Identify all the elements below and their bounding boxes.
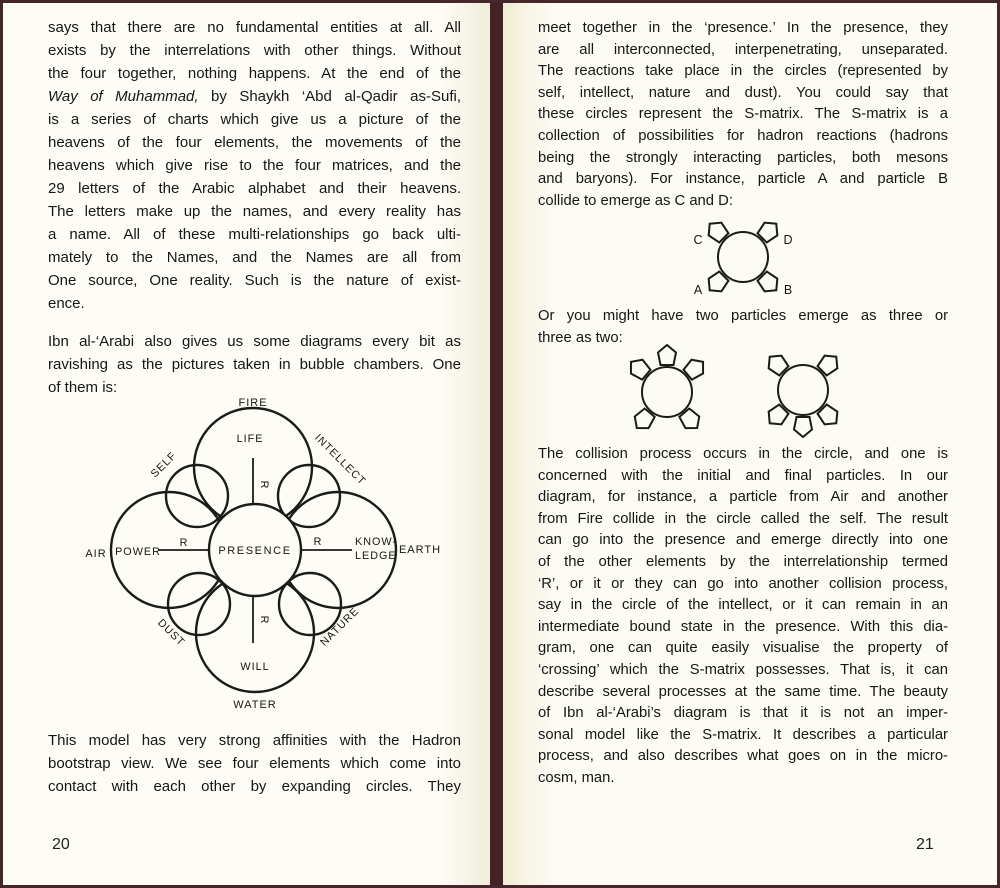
text-line: ence. xyxy=(48,295,85,312)
arrow-down-right xyxy=(816,403,843,430)
will-label: WILL xyxy=(240,661,270,673)
presence-label: PRESENCE xyxy=(218,545,292,557)
particle-arrow-c xyxy=(703,218,730,244)
self-circle xyxy=(166,465,228,527)
text-line: self, intellect, nature and dust). You could say that xyxy=(538,84,948,101)
left-paragraph-2 xyxy=(48,330,461,399)
right-paragraph-1 xyxy=(538,18,948,212)
knowledge-label-line2: LEDGE xyxy=(355,550,397,562)
text-line: diagram, for instance, a particle from Air and another xyxy=(538,489,948,506)
self-label: SELF xyxy=(148,449,180,481)
text-line: can go into the presence and emerge directly into one xyxy=(538,532,948,549)
text-line: are all interconnected, interpenetrating, unseparated. xyxy=(538,41,948,58)
right-paragraph-2 xyxy=(538,306,948,349)
nature-label: NATURE xyxy=(318,605,362,649)
text-line: Way of Muhammad, by Shaykh ‘Abd al-Qadir as-Sufi, xyxy=(48,88,461,105)
fire-label: FIRE xyxy=(238,397,268,409)
text-line: heavens which give rise to the four matrices, and the xyxy=(48,157,461,174)
text-line: is a series of charts which give us a picture of the xyxy=(48,111,461,128)
text-line: mately to the Names, and the Names are all from xyxy=(48,249,461,266)
text-line: cosm, man. xyxy=(538,769,615,786)
air-label: AIR xyxy=(85,548,107,560)
text-line: a name. All of these multi-relationships go back ulti- xyxy=(48,226,461,243)
arrow-down-right xyxy=(677,407,704,434)
text-line: concerned with the initial and final particles. In our xyxy=(538,467,948,484)
text-line: Ibn al-‘Arabi also gives us some diagrams every bit as xyxy=(48,333,461,350)
text-line: ravishing as the pictures taken in bubble chambers. One xyxy=(48,356,461,373)
arrow-up-right xyxy=(682,355,709,382)
knowledge-label-line1: KNOW- xyxy=(355,536,397,548)
earth-label: EARTH xyxy=(398,544,442,556)
text-line: collide to emerge as C and D: xyxy=(538,192,733,209)
left-paragraph-3 xyxy=(48,729,461,798)
book-spine xyxy=(490,0,503,888)
text-line: exists by the interrelations with other things. Without xyxy=(48,42,461,59)
page-number-right: 21 xyxy=(916,836,934,853)
text-line: say in the circle of the intellect, or it can remain in an xyxy=(538,597,948,614)
ibn-arabi-elements-diagram xyxy=(55,392,465,720)
arrow-down-left xyxy=(763,403,790,430)
text-line: meet together in the ‘presence.’ In the presence, they xyxy=(538,20,948,36)
text-line: heavens of the four elements, the movements of the xyxy=(48,134,461,151)
two-out-circle xyxy=(778,365,828,415)
text-line: three as two: xyxy=(538,329,623,346)
text-line: intermediate bound state in the presence. With this dia- xyxy=(538,618,948,635)
text-line: The letters make up the names, and every reality has xyxy=(48,203,461,220)
collision-circle xyxy=(718,232,768,282)
arrow-up-left xyxy=(763,350,790,377)
text-line: One source, One reality. Such is the nature of exist- xyxy=(48,272,461,289)
three-out-circle xyxy=(642,367,692,417)
text-line: Or you might have two particles emerge as three or xyxy=(538,308,948,324)
text-line: from Fire collide in the circle called the self. The result xyxy=(538,510,948,527)
text-line: contact with each other by expanding circles. They xyxy=(48,778,461,795)
particle-label-c: C xyxy=(693,233,703,247)
r-label-left: R xyxy=(179,537,189,549)
arrow-up-left xyxy=(625,355,652,382)
text-line: says that there are no fundamental entities at all. All xyxy=(48,19,461,36)
text-line: This model has very strong affinities with the Hadron xyxy=(48,732,461,749)
text-line: ‘crossing’ which the S-matrix possesses. That is, it can xyxy=(538,661,948,678)
text-line: sonal model like the S-matrix. It describes a particular xyxy=(538,726,948,743)
r-label-right: R xyxy=(313,536,323,548)
dust-label: DUST xyxy=(155,616,188,649)
text-line: process, and also describes what goes on in the micro- xyxy=(538,748,948,765)
particle-label-a: A xyxy=(693,283,703,297)
arrow-down xyxy=(794,417,812,437)
page-number-left: 20 xyxy=(52,836,70,853)
arrow-down-left xyxy=(630,407,657,434)
text-line: and baryons). For instance, particle A and particle B xyxy=(538,171,948,188)
collision-diagrams-two-three xyxy=(598,344,928,440)
text-line: describe several processes at the same time. The beauty xyxy=(538,683,948,700)
particle-arrow-b xyxy=(756,270,783,297)
text-line: these circles represent the S-matrix. The S-matrix is a xyxy=(538,106,948,123)
text-line: being the strongly interacting particles, both mesons xyxy=(538,149,948,166)
particle-label-b: B xyxy=(783,283,793,297)
text-line: gram, one can quite easily visualise the property of xyxy=(538,640,948,657)
text-line: ‘R’, or it or they can go into another collision process, xyxy=(538,575,948,592)
particle-arrow-a xyxy=(703,270,730,297)
text-line: The collision process occurs in the circle, and one is xyxy=(538,446,948,462)
r-label-top: R xyxy=(258,480,270,490)
text-line: of them is: xyxy=(48,379,118,396)
intellect-label: INTELLECT xyxy=(312,431,369,488)
particle-arrow-d xyxy=(756,218,783,244)
collision-diagram-abcd xyxy=(660,218,825,306)
r-label-bottom: R xyxy=(258,615,270,625)
text-line: bootstrap view. We see four elements which come into xyxy=(48,755,461,772)
power-label: POWER xyxy=(115,546,161,558)
text-line: collection of possibilities for hadron reactions (hadrons xyxy=(538,127,948,144)
life-label: LIFE xyxy=(236,433,264,445)
particle-label-d: D xyxy=(783,233,793,247)
left-paragraph-1 xyxy=(48,16,461,315)
text-line: of the other elements by the interrelationship termed xyxy=(538,553,948,570)
arrow-up-right xyxy=(816,350,843,377)
right-paragraph-3 xyxy=(538,444,948,790)
water-label: WATER xyxy=(233,699,277,711)
text-line: The reactions take place in the circles (represented by xyxy=(538,63,948,80)
text-line: the four together, nothing happens. At the end of the xyxy=(48,65,461,82)
text-line: of Ibn al-‘Arabi’s diagram is that it is not an imper- xyxy=(538,705,948,722)
text-line: 29 letters of the Arabic alphabet and their heavens. xyxy=(48,180,461,197)
